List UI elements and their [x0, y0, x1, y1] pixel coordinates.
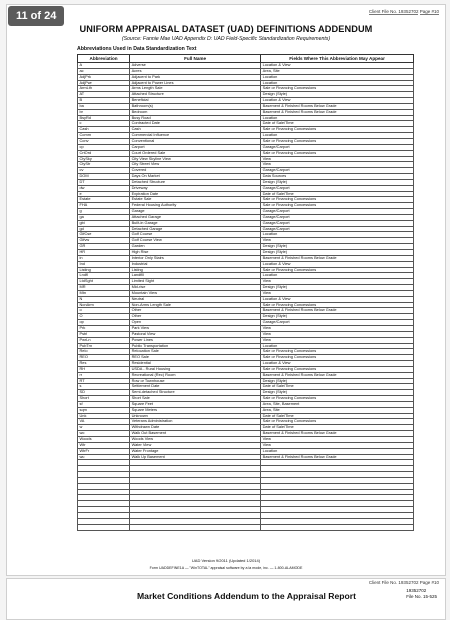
- cell-full-name: High Rise: [130, 250, 261, 256]
- cell-fields: Date of Sale/Time: [261, 425, 414, 431]
- cell-abbreviation: sf: [78, 401, 130, 407]
- cell-fields: Design (Style): [261, 378, 414, 384]
- cell-fields: Design (Style): [261, 92, 414, 98]
- cell-full-name: Recreational (Rec) Room: [130, 372, 261, 378]
- cell-abbreviation: Relo: [78, 349, 130, 355]
- cell-full-name: Adverse: [130, 63, 261, 69]
- cell-full-name: City Street View: [130, 162, 261, 168]
- cell-abbreviation: Res: [78, 361, 130, 367]
- document-title: UNIFORM APPRAISAL DATASET (UAD) DEFINITIONS ADDENDUM: [79, 24, 373, 34]
- cell-abbreviation: in: [78, 255, 130, 261]
- cell-abbreviation: s: [78, 384, 130, 390]
- cell-abbreviation: AdjPwr: [78, 80, 130, 86]
- cell-abbreviation: sqm: [78, 407, 130, 413]
- cell-abbreviation: GR: [78, 244, 130, 250]
- cell-fields: View: [261, 337, 414, 343]
- cell-abbreviation: dw: [78, 185, 130, 191]
- cell-abbreviation: REO: [78, 355, 130, 361]
- cell-abbreviation: c: [78, 121, 130, 127]
- cell-full-name: Unknown: [130, 413, 261, 419]
- cell-full-name: Attached Structure: [130, 92, 261, 98]
- cell-full-name: Walk Out Basement: [130, 431, 261, 437]
- file-number-label: File No.: [406, 594, 422, 599]
- cell-full-name: Golf Course View: [130, 238, 261, 244]
- cell-full-name: Row or Townhouse: [130, 378, 261, 384]
- cell-full-name: Conventional: [130, 138, 261, 144]
- cell-full-name: Garden: [130, 244, 261, 250]
- cell-full-name: Industrial: [130, 261, 261, 267]
- document-page: [6, 4, 446, 576]
- cell-fields: [261, 524, 414, 530]
- cell-full-name: Other: [130, 308, 261, 314]
- next-page-file-number: [406, 588, 437, 600]
- cell-abbreviation: GlfCse: [78, 232, 130, 238]
- client-file-number: Client File No. 19352702: [368, 9, 419, 14]
- cell-full-name: Limited Sight: [130, 279, 261, 285]
- cell-abbreviation: w: [78, 425, 130, 431]
- cell-abbreviation: DT: [78, 179, 130, 185]
- cell-fields: Design (Style): [261, 390, 414, 396]
- software-credit: Form UADDEFINE1A — "WinTOTAL" appraisal software by a la mode, inc. — 1-800-ALAMODE: [149, 566, 303, 570]
- cell-fields: View: [261, 442, 414, 448]
- cell-full-name: Busy Road: [130, 115, 261, 121]
- cell-full-name: Mountain View: [130, 290, 261, 296]
- cell-full-name: Interior Only Stairs: [130, 255, 261, 261]
- cell-full-name: Pastoral View: [130, 331, 261, 337]
- cell-full-name: Contracted Date: [130, 121, 261, 127]
- cell-abbreviation: WtrFr: [78, 448, 130, 454]
- cell-abbreviation: RT: [78, 378, 130, 384]
- cell-abbreviation: Ind: [78, 261, 130, 267]
- cell-full-name: Veterans Administration: [130, 419, 261, 425]
- cell-abbreviation: e: [78, 191, 130, 197]
- cell-fields: Sale or Financing Concessions: [261, 197, 414, 203]
- cell-fields: Design (Style): [261, 314, 414, 320]
- cell-abbreviation: MR: [78, 285, 130, 291]
- cell-abbreviation: wu: [78, 454, 130, 460]
- cell-abbreviation: Conv: [78, 138, 130, 144]
- cell-full-name: Semi-detached Structure: [130, 390, 261, 396]
- cell-fields: Location & View: [261, 98, 414, 104]
- cell-abbreviation: gd: [78, 226, 130, 232]
- cell-full-name: Landfill: [130, 273, 261, 279]
- cell-full-name: Detached Structure: [130, 179, 261, 185]
- cell-fields: Basement & Finished Rooms Below Grade: [261, 109, 414, 115]
- cell-abbreviation: Woods: [78, 437, 130, 443]
- cell-abbreviation: Short: [78, 396, 130, 402]
- cell-abbreviation: AT: [78, 92, 130, 98]
- cell-fields: Basement & Finished Rooms Below Grade: [261, 431, 414, 437]
- cell-fields: Location: [261, 133, 414, 139]
- cell-abbreviation: gbi: [78, 220, 130, 226]
- header-full-name: Full Name: [130, 55, 261, 63]
- cell-abbreviation: rr: [78, 372, 130, 378]
- cell-fields: Basement & Finished Rooms Below Grade: [261, 103, 414, 109]
- cell-fields: Basement & Finished Rooms Below Grade: [261, 372, 414, 378]
- cell-full-name: Public Transportation: [130, 343, 261, 349]
- cell-full-name: Walk Up Basement: [130, 454, 261, 460]
- cell-full-name: [130, 524, 261, 530]
- cell-fields: Sale or Financing Concessions: [261, 419, 414, 425]
- cell-full-name: Park View: [130, 325, 261, 331]
- cell-fields: Sale or Financing Concessions: [261, 150, 414, 156]
- market-conditions-title: Market Conditions Addendum to the Appraisal Report: [137, 591, 356, 601]
- header-abbreviation: Abbreviation: [78, 55, 130, 63]
- cell-abbreviation: NonArm: [78, 302, 130, 308]
- cell-fields: Design (Style): [261, 179, 414, 185]
- section-label: Abbreviations Used in Data Standardization Text: [77, 46, 197, 52]
- cell-abbreviation: cv: [78, 168, 130, 174]
- cell-fields: Data Sources: [261, 174, 414, 180]
- cell-abbreviation: Prk: [78, 325, 130, 331]
- cell-abbreviation: wo: [78, 431, 130, 437]
- cell-fields: Sale or Financing Concessions: [261, 127, 414, 133]
- cell-fields: Design (Style): [261, 285, 414, 291]
- cell-fields: Garage/Carport: [261, 320, 414, 326]
- cell-abbreviation: CrtOrd: [78, 150, 130, 156]
- header-fields: Fields Where This Abbreviation May Appear: [261, 55, 414, 63]
- cell-fields: Area, Site: [261, 407, 414, 413]
- cell-fields: Garage/Carport: [261, 226, 414, 232]
- cell-full-name: Relocation Sale: [130, 349, 261, 355]
- cell-full-name: Bedroom: [130, 109, 261, 115]
- cell-abbreviation: Estate: [78, 197, 130, 203]
- cell-fields: Sale or Financing Concessions: [261, 366, 414, 372]
- cell-fields: Date of Sale/Time: [261, 191, 414, 197]
- cell-fields: Sale or Financing Concessions: [261, 203, 414, 209]
- cell-abbreviation: ba: [78, 103, 130, 109]
- cell-abbreviation: Pstrl: [78, 331, 130, 337]
- cell-abbreviation: AdjPrk: [78, 74, 130, 80]
- cell-abbreviation: VA: [78, 419, 130, 425]
- cell-fields: Sale or Financing Concessions: [261, 86, 414, 92]
- cell-fields: Location: [261, 232, 414, 238]
- cell-fields: Location: [261, 343, 414, 349]
- cell-fields: View: [261, 290, 414, 296]
- cell-abbreviation: ac: [78, 68, 130, 74]
- cell-fields: View: [261, 331, 414, 337]
- cell-abbreviation: Lndfl: [78, 273, 130, 279]
- cell-fields: Basement & Finished Rooms Below Grade: [261, 454, 414, 460]
- cell-abbreviation: Cash: [78, 127, 130, 133]
- cell-fields: Location: [261, 448, 414, 454]
- cell-full-name: Listing: [130, 267, 261, 273]
- cell-full-name: Non-Arms Length Sale: [130, 302, 261, 308]
- cell-fields: Design (Style): [261, 244, 414, 250]
- cell-full-name: Power Lines: [130, 337, 261, 343]
- cell-fields: Garage/Carport: [261, 144, 414, 150]
- cell-full-name: Days On Market: [130, 174, 261, 180]
- cell-full-name: Beneficial: [130, 98, 261, 104]
- cell-full-name: Detached Garage: [130, 226, 261, 232]
- cell-full-name: Water View: [130, 442, 261, 448]
- cell-fields: Sale or Financing Concessions: [261, 302, 414, 308]
- cell-fields: Sale or Financing Concessions: [261, 138, 414, 144]
- cell-full-name: Square Meters: [130, 407, 261, 413]
- cell-fields: View: [261, 156, 414, 162]
- cell-abbreviation: B: [78, 98, 130, 104]
- cell-fields: Garage/Carport: [261, 209, 414, 215]
- file-number-line: [406, 594, 437, 600]
- next-page: [6, 578, 446, 620]
- cell-full-name: Commercial Influence: [130, 133, 261, 139]
- cell-fields: Date of Sale/Time: [261, 413, 414, 419]
- cell-abbreviation: ga: [78, 214, 130, 220]
- cell-full-name: USDA - Rural Housing: [130, 366, 261, 372]
- cell-full-name: Water Frontage: [130, 448, 261, 454]
- cell-abbreviation: Mtn: [78, 290, 130, 296]
- cell-fields: Location: [261, 273, 414, 279]
- page-reference: Page #10: [419, 9, 439, 14]
- cell-full-name: Golf Course: [130, 232, 261, 238]
- cell-full-name: Other: [130, 314, 261, 320]
- cell-full-name: Woods View: [130, 437, 261, 443]
- cell-abbreviation: LtdSght: [78, 279, 130, 285]
- cell-fields: Location: [261, 115, 414, 121]
- cell-fields: Design (Style): [261, 250, 414, 256]
- cell-full-name: Bathroom(s): [130, 103, 261, 109]
- cell-fields: Location & View: [261, 296, 414, 302]
- cell-abbreviation: FHA: [78, 203, 130, 209]
- cell-full-name: Expiration Date: [130, 191, 261, 197]
- cell-abbreviation: O: [78, 314, 130, 320]
- cell-fields: View: [261, 279, 414, 285]
- table-header-row: [78, 55, 414, 63]
- cell-full-name: Open: [130, 320, 261, 326]
- cell-fields: Location & View: [261, 361, 414, 367]
- cell-abbreviation: RH: [78, 366, 130, 372]
- cell-abbreviation: op: [78, 320, 130, 326]
- cell-abbreviation: BsyRd: [78, 115, 130, 121]
- cell-abbreviation: A: [78, 63, 130, 69]
- cell-fields: View: [261, 325, 414, 331]
- cell-abbreviation: Glfvw: [78, 238, 130, 244]
- cell-abbreviation: [78, 524, 130, 530]
- cell-abbreviation: o: [78, 308, 130, 314]
- cell-abbreviation: Unk: [78, 413, 130, 419]
- cell-abbreviation: CtyStr: [78, 162, 130, 168]
- cell-abbreviation: g: [78, 209, 130, 215]
- cell-fields: Location & View: [261, 63, 414, 69]
- cell-fields: Garage/Carport: [261, 220, 414, 226]
- cell-full-name: REO Sale: [130, 355, 261, 361]
- cell-abbreviation: PwrLn: [78, 337, 130, 343]
- client-file-reference: [369, 9, 439, 14]
- cell-full-name: Short Sale: [130, 396, 261, 402]
- cell-fields: Location: [261, 80, 414, 86]
- cell-full-name: Covered: [130, 168, 261, 174]
- cell-abbreviation: Listing: [78, 267, 130, 273]
- cell-abbreviation: Comm: [78, 133, 130, 139]
- cell-fields: Garage/Carport: [261, 185, 414, 191]
- cell-fields: Location & View: [261, 261, 414, 267]
- cell-fields: Basement & Finished Rooms Below Grade: [261, 308, 414, 314]
- file-number-value: 19352702: [406, 588, 427, 593]
- cell-fields: Sale or Financing Concessions: [261, 355, 414, 361]
- cell-full-name: Residential: [130, 361, 261, 367]
- cell-full-name: Square Feet: [130, 401, 261, 407]
- document-subtitle: (Source: Fannie Mae UAD Appendix D: UAD Field-Specific Standardization Requirements): [121, 36, 331, 42]
- cell-fields: Date of Sale/Time: [261, 121, 414, 127]
- next-page-client-file-number: Client File No. 19352702: [368, 580, 419, 585]
- cell-full-name: Adjacent to Power Lines: [130, 80, 261, 86]
- cell-abbreviation: DOM: [78, 174, 130, 180]
- abbreviation-table: [77, 54, 414, 531]
- cell-full-name: Carport: [130, 144, 261, 150]
- cell-fields: Sale or Financing Concessions: [261, 349, 414, 355]
- cell-abbreviation: CtySky: [78, 156, 130, 162]
- cell-full-name: Garage: [130, 209, 261, 215]
- uad-version: UAD Version 9/2011 (Updated 1/2014): [191, 558, 261, 563]
- cell-full-name: Cash: [130, 127, 261, 133]
- cell-fields: View: [261, 238, 414, 244]
- cell-fields: Basement & Finished Rooms Below Grade: [261, 255, 414, 261]
- cell-full-name: Acres: [130, 68, 261, 74]
- cell-fields: Sale or Financing Concessions: [261, 267, 414, 273]
- cell-abbreviation: HR: [78, 250, 130, 256]
- cell-full-name: Built-in Garage: [130, 220, 261, 226]
- cell-full-name: Arms Length Sale: [130, 86, 261, 92]
- cell-full-name: Court Ordered Sale: [130, 150, 261, 156]
- cell-full-name: City View Skyline View: [130, 156, 261, 162]
- cell-abbreviation: br: [78, 109, 130, 115]
- cell-full-name: Settlement Date: [130, 384, 261, 390]
- cell-fields: Area, Site: [261, 68, 414, 74]
- cell-full-name: Driveway: [130, 185, 261, 191]
- cell-fields: View: [261, 437, 414, 443]
- cell-abbreviation: N: [78, 296, 130, 302]
- cell-fields: View: [261, 162, 414, 168]
- cell-full-name: Attached Garage: [130, 214, 261, 220]
- cell-fields: Area, Site, Basement: [261, 401, 414, 407]
- cell-full-name: Federal Housing Authority: [130, 203, 261, 209]
- cell-abbreviation: PubTrn: [78, 343, 130, 349]
- cell-abbreviation: ArmLth: [78, 86, 130, 92]
- next-page-page-reference: Page #10: [419, 580, 439, 585]
- cell-full-name: Mid-rise: [130, 285, 261, 291]
- table-body: [78, 63, 414, 531]
- cell-full-name: Adjacent to Park: [130, 74, 261, 80]
- file-number-secondary: 15-525: [422, 594, 437, 599]
- cell-full-name: Neutral: [130, 296, 261, 302]
- cell-fields: Garage/Carport: [261, 214, 414, 220]
- table-row: [78, 524, 414, 530]
- next-page-client-file: [369, 580, 439, 585]
- cell-fields: Sale or Financing Concessions: [261, 396, 414, 402]
- page-counter-badge: 11 of 24: [8, 6, 64, 26]
- cell-full-name: Withdrawn Date: [130, 425, 261, 431]
- cell-abbreviation: cp: [78, 144, 130, 150]
- cell-abbreviation: SD: [78, 390, 130, 396]
- cell-fields: Location: [261, 74, 414, 80]
- cell-abbreviation: Wtr: [78, 442, 130, 448]
- cell-fields: Garage/Carport: [261, 168, 414, 174]
- cell-full-name: Estate Sale: [130, 197, 261, 203]
- cell-fields: Date of Sale/Time: [261, 384, 414, 390]
